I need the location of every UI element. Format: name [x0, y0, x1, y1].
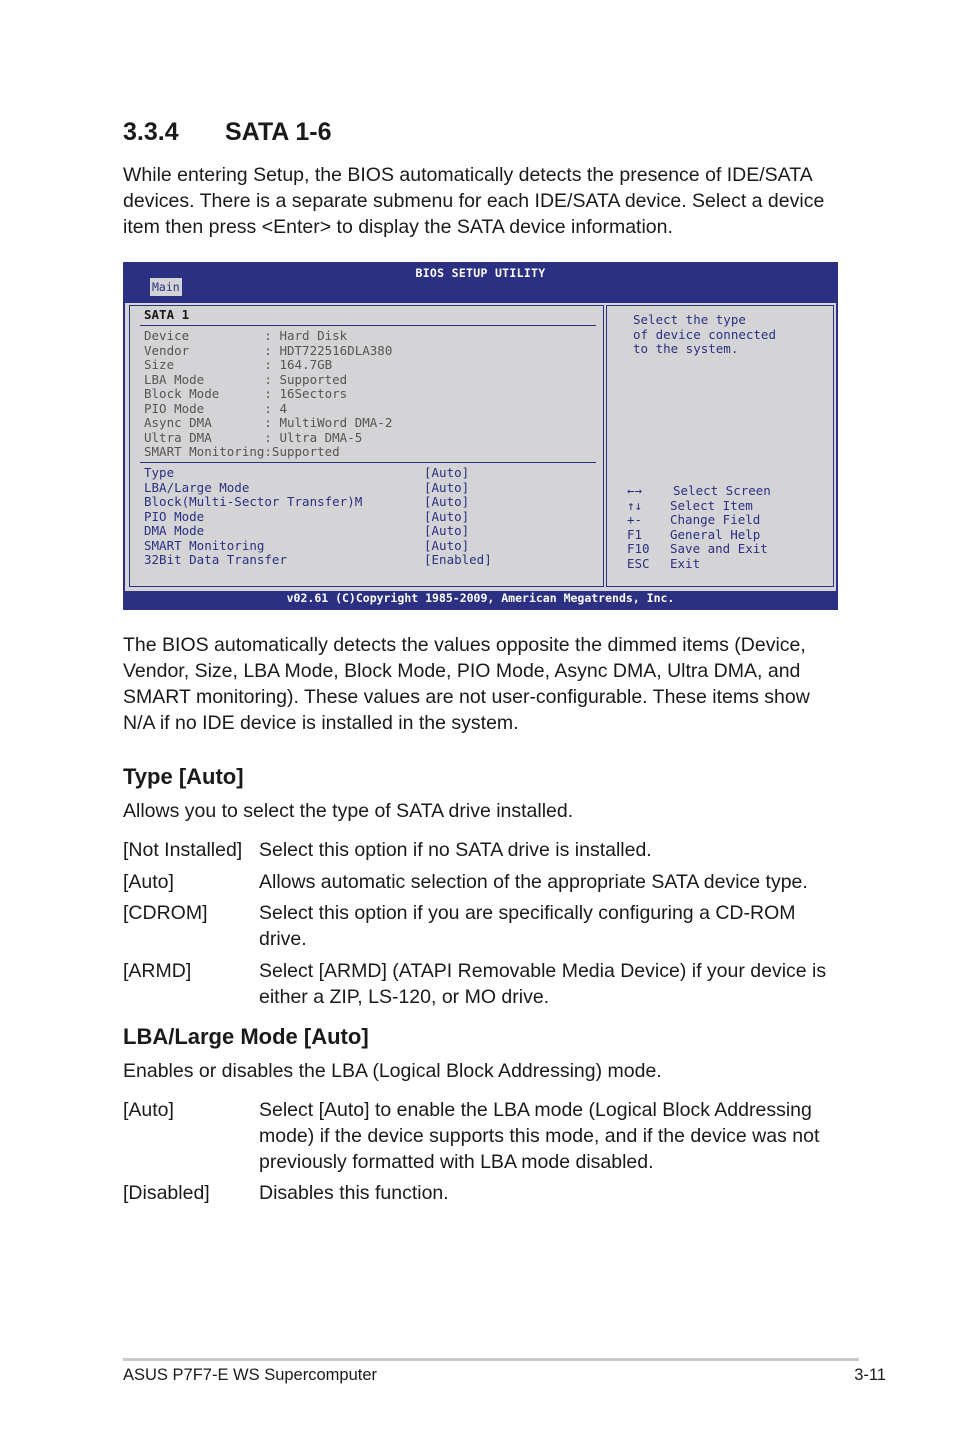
bios-footer: v02.61 (C)Copyright 1985-2009, American Megatrends, Inc. [286, 591, 675, 605]
setting-lba-large-mode[interactable] [144, 481, 584, 496]
setting-value: [Enabled] [424, 552, 492, 567]
setting-label: Type [144, 465, 175, 480]
setting-value: [Auto] [424, 508, 470, 524]
section-heading [123, 118, 332, 147]
option-row [123, 1097, 838, 1175]
lba-desc: Enables or disables the LBA (Logical Block Addressing) mode. [123, 1060, 662, 1082]
info-line: SMART Monitoring:Supported [144, 444, 340, 459]
detect-line: N/A if no IDE device is installed in the system. [123, 712, 519, 734]
info-line: Block Mode : 16Sectors [144, 386, 348, 401]
panel-title: SATA 1 [144, 307, 190, 322]
setting-32bit-transfer[interactable] [144, 553, 584, 568]
key-desc: Select Screen [673, 483, 771, 498]
option-row [123, 1180, 838, 1206]
footer-divider [123, 1358, 859, 1361]
detect-paragraph [123, 632, 838, 736]
detect-line: The BIOS automatically detects the values opposite the dimmed items (Device, [123, 634, 806, 656]
setting-pio-mode[interactable] [144, 510, 584, 525]
bios-screen [123, 262, 838, 610]
divider [140, 462, 596, 463]
tab-main[interactable]: Main [152, 280, 180, 294]
option-row [123, 837, 838, 863]
option-desc: previously formatted with LBA mode disabled. [259, 1151, 654, 1173]
bios-panel [125, 303, 836, 591]
option-desc: Select [ARMD] (ATAPI Removable Media Device) if your device is [259, 960, 827, 982]
bios-left-pane [129, 305, 604, 587]
setting-value: [Auto] [424, 465, 470, 480]
bios-title: BIOS SETUP UTILITY [415, 266, 546, 280]
intro-line: item then press <Enter> to display the SATA device information. [123, 216, 673, 238]
info-line: Async DMA : MultiWord DMA-2 [144, 415, 393, 430]
setting-label: SMART Monitoring [144, 537, 265, 553]
setting-label: 32Bit Data Transfer [144, 552, 287, 567]
setting-value: [Auto] [424, 523, 470, 538]
arrow-ud-icon: ↑↓ [627, 497, 643, 513]
key-desc: Change Field [670, 512, 761, 527]
option-desc: Disables this function. [259, 1182, 449, 1204]
setting-value: [Auto] [424, 537, 470, 553]
key-desc: Save and Exit [670, 541, 768, 556]
intro-paragraph [123, 162, 838, 240]
divider [140, 325, 596, 326]
lba-heading: LBA/Large Mode [Auto] [123, 1024, 369, 1049]
option-row [123, 869, 838, 895]
info-line: Vendor : HDT722516DLA380 [144, 342, 393, 358]
setting-label: DMA Mode [144, 523, 205, 538]
intro-line: devices. There is a separate submenu for each IDE/SATA device. Select a device [123, 190, 825, 212]
page-number: 3-11 [854, 1366, 886, 1384]
option-key: [Not Installed] [123, 839, 243, 861]
option-desc: drive. [259, 928, 307, 950]
help-line: Select the type [633, 312, 746, 327]
option-desc: mode) if the device supports this mode, and if the device was not [259, 1125, 820, 1147]
setting-label: LBA/Large Mode [144, 479, 250, 495]
arrow-lr-icon: ←→ [627, 483, 643, 498]
info-line: LBA Mode : Supported [144, 371, 348, 387]
key-label: +- [627, 512, 643, 527]
option-key: [Auto] [123, 871, 174, 893]
detect-line: Vendor, Size, LBA Mode, Block Mode, PIO Mode, Async DMA, Ultra DMA, and [123, 660, 801, 682]
option-desc: Select this option if you are specifically configuring a CD-ROM [259, 902, 796, 924]
bios-help-pane [606, 305, 834, 587]
section-title: SATA 1-6 [225, 118, 332, 146]
option-key: [Auto] [123, 1099, 174, 1121]
setting-value: [Auto] [424, 479, 470, 495]
option-row [123, 900, 838, 952]
section-number: 3.3.4 [123, 118, 179, 146]
detect-line: SMART monitoring). These values are not user-configurable. These items show [123, 686, 810, 708]
help-line: of device connected [633, 326, 776, 342]
info-line: Device : Hard Disk [144, 328, 348, 343]
type-desc: Allows you to select the type of SATA drive installed. [123, 800, 574, 822]
option-desc: Select this option if no SATA drive is installed. [259, 839, 652, 861]
setting-label: PIO Mode [144, 508, 205, 524]
option-key: [CDROM] [123, 902, 208, 924]
info-line: Size : 164.7GB [144, 357, 333, 372]
type-heading: Type [Auto] [123, 764, 244, 789]
key-desc: Select Item [670, 497, 753, 513]
setting-smart-monitoring[interactable] [144, 539, 584, 554]
setting-value: [Auto] [424, 494, 470, 509]
key-label: F1 [627, 526, 643, 542]
help-line: to the system. [633, 341, 739, 356]
option-desc: Allows automatic selection of the appropriate SATA device type. [259, 871, 808, 893]
setting-label: Block(Multi-Sector Transfer)M [144, 494, 363, 509]
option-desc: Select [Auto] to enable the LBA mode (Logical Block Addressing [259, 1099, 812, 1121]
info-line: Ultra DMA : Ultra DMA-5 [144, 429, 363, 445]
key-label: ESC [627, 555, 650, 571]
footer-title: ASUS P7F7-E WS Supercomputer [123, 1366, 378, 1384]
option-desc: either a ZIP, LS-120, or MO drive. [259, 986, 550, 1008]
option-row [123, 958, 838, 1010]
setting-dma-mode[interactable] [144, 524, 584, 539]
intro-line: While entering Setup, the BIOS automatically detects the presence of IDE/SATA [123, 164, 813, 186]
option-key: [Disabled] [123, 1182, 210, 1204]
key-desc: Exit [670, 555, 701, 571]
info-line: PIO Mode : 4 [144, 400, 287, 416]
option-key: [ARMD] [123, 960, 192, 982]
setting-type[interactable] [144, 466, 584, 481]
key-label: F10 [627, 541, 650, 556]
key-desc: General Help [670, 526, 761, 542]
setting-block-mode[interactable] [144, 495, 584, 510]
